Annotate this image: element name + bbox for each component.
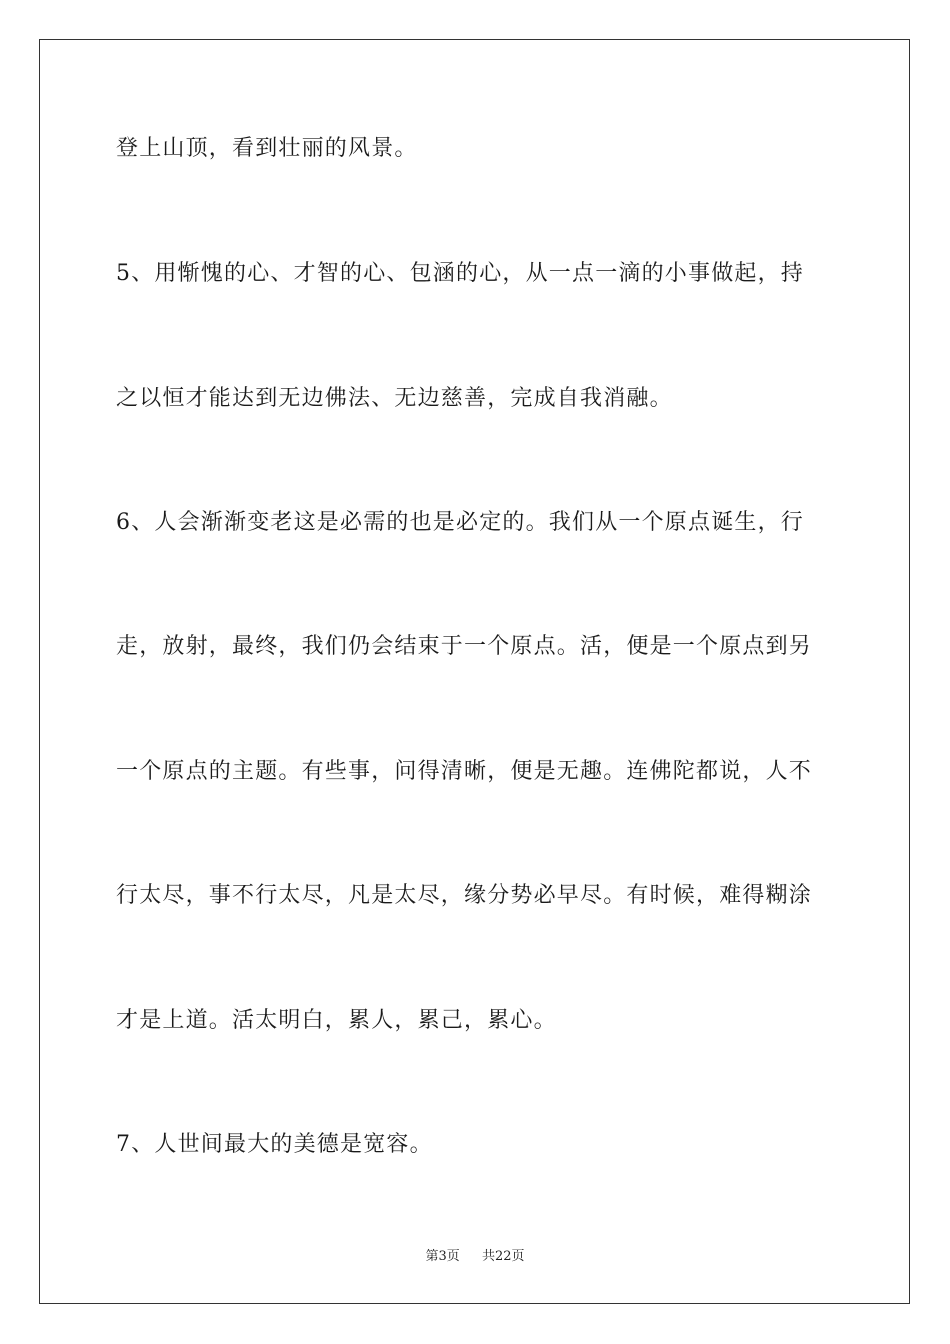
text-line: 7、人世间最大的美德是宽容。 bbox=[116, 1132, 433, 1157]
page-total: 共22页 bbox=[482, 1249, 525, 1264]
page-number: 第3页 bbox=[425, 1249, 460, 1264]
text-line: 6、人会渐渐变老这是必需的也是必定的。我们从一个原点诞生，行 bbox=[116, 510, 804, 535]
page-border bbox=[39, 39, 910, 1304]
text-line: 才是上道。活太明白，累人，累己，累心。 bbox=[116, 1008, 557, 1033]
text-line: 走，放射，最终，我们仍会结束于一个原点。活，便是一个原点到另 bbox=[116, 634, 813, 659]
text-line: 之以恒才能达到无边佛法、无边慈善，完成自我消融。 bbox=[116, 386, 673, 411]
page-footer bbox=[0, 1248, 950, 1266]
text-line: 5、用惭愧的心、才智的心、包涵的心，从一点一滴的小事做起，持 bbox=[116, 261, 804, 286]
text-line: 行太尽，事不行太尽，凡是太尽，缘分势必早尽。有时候，难得糊涂 bbox=[116, 883, 813, 908]
text-line: 一个原点的主题。有些事，问得清晰，便是无趣。连佛陀都说，人不 bbox=[116, 759, 813, 784]
text-line: 登上山顶，看到壮丽的风景。 bbox=[116, 136, 418, 161]
